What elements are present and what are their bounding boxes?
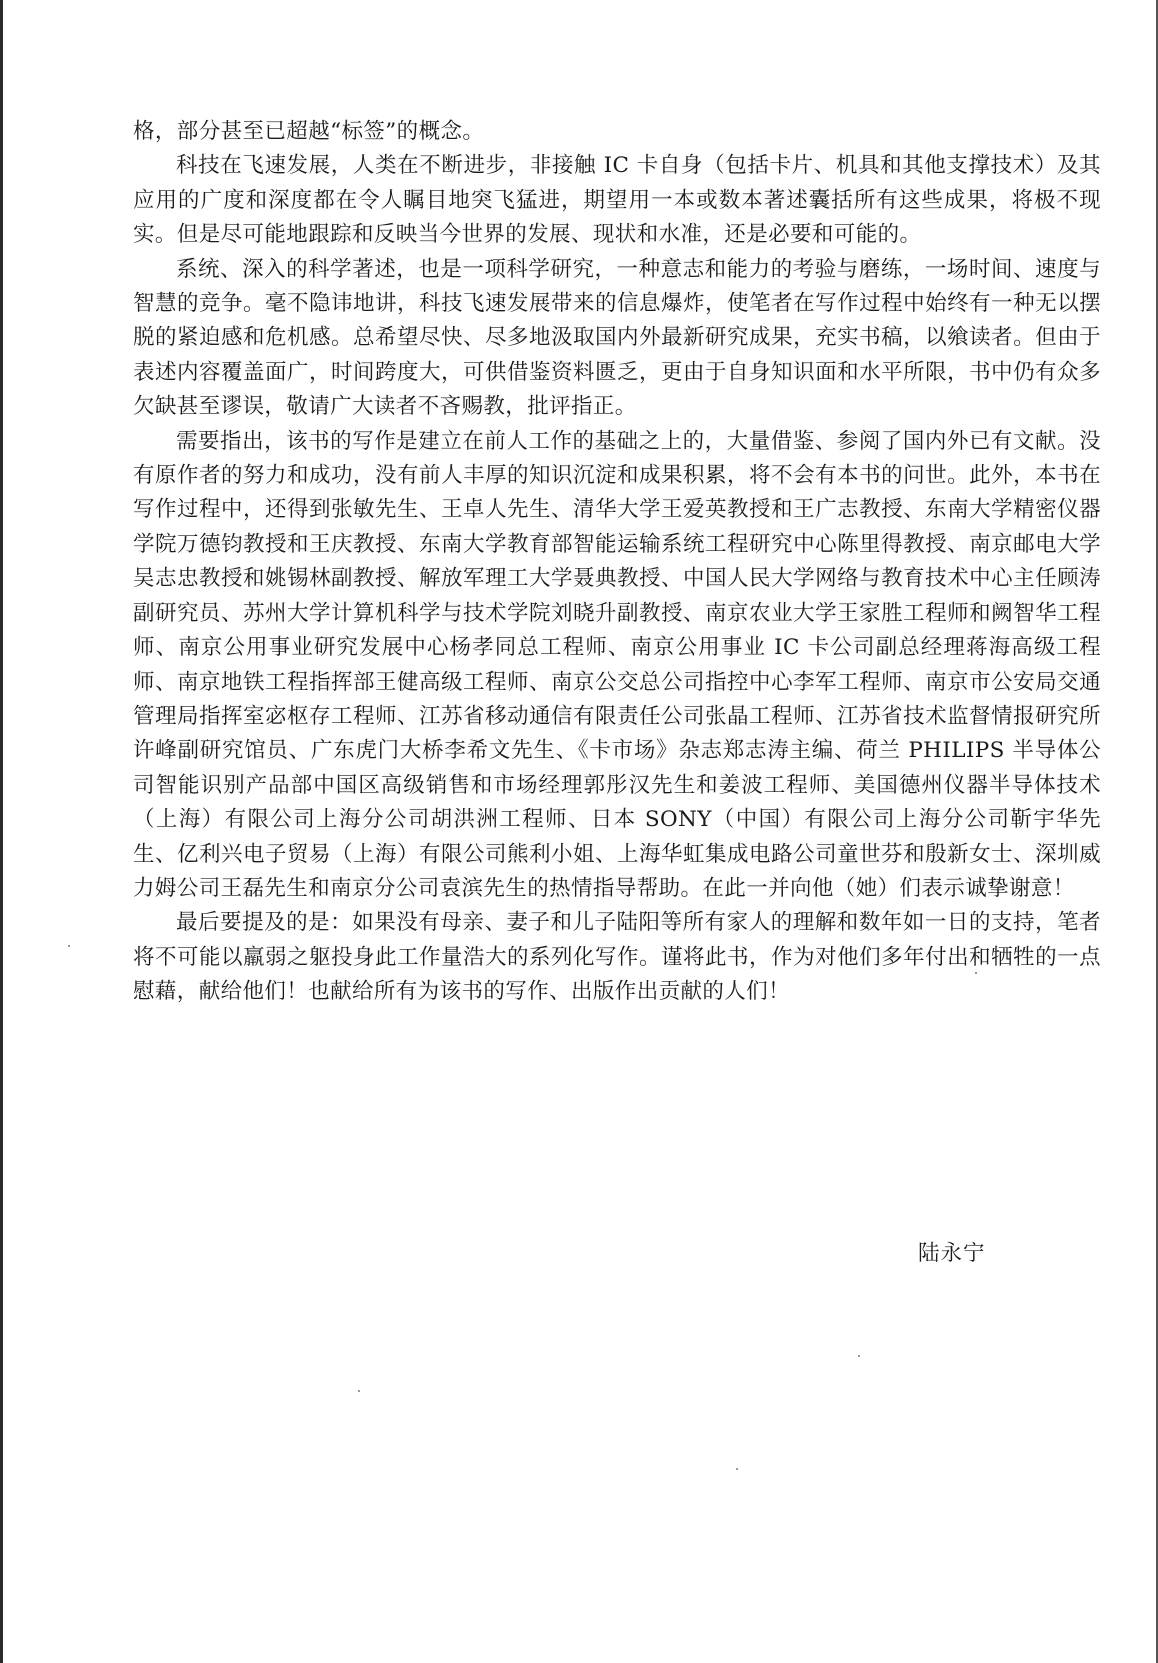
scan-speck [68,945,70,947]
scan-speck [858,1355,860,1357]
scan-border-left [0,0,3,1663]
scan-speck [975,972,977,974]
paragraph-family-thanks: 最后要提及的是：如果没有母亲、妻子和儿子陆阳等所有家人的理解和数年如一日的支持，笔者将不可能以羸弱之躯投身此工作量浩大的系列化写作。谨将此书，作为对他们多年付出和牺牲的一点慰藉，献给他们！也献给所有为该书的写作、出版作出贡献的人们！ [133,910,1101,1005]
paragraph-acknowledgements: 需要指出，该书的写作是建立在前人工作的基础之上的，大量借鉴、参阅了国内外已有文献。没有原作者的努力和成功，没有前人丰厚的知识沉淀和成果积累，将不会有本书的问世。此外，本书在写作过程中，还得到张敏先生、王卓人先生、清华大学王爱英教授和王广志教授、东南大学精密仪器学院万德钧教授和王庆教授、东南大学教育部智能运输系统工程研究中心陈里得教授、南京邮电大学吴志忠教授和姚锡林副教授、解放军理工大学聂典教授、中国人民大学网络与教育技术中心主任顾涛副研究员、苏州大学计算机科学与技术学院刘晓升副教授、南京农业大学王家胜工程师和阙智华工程师、南京公用事业研究发展中心杨孝同总工程师、南京公用事业 IC 卡公司副总经理蒋海高级工程师、南京地铁工程指挥部王健高级工程师、南京公交总公司指控中心李军工程师、南京市公安局交通管理局指挥室宓枢存工程师、江苏省移动通信有限责任公司张晶工程师、江苏省技术监督情报研究所许峰副研究馆员、广东虎门大桥李希文先生、《卡市场》杂志郑志涛主编、荷兰 PHILIPS 半导体公司智能识别产品部中国区高级销售和市场经理郭彤汉先生和姜波工程师、美国德州仪器半导体技术（上海）有限公司上海分公司胡洪洲工程师、日本 SONY（中国）有限公司上海分公司靳宇华先生、亿利兴电子贸易（上海）有限公司熊利小姐、上海华虹集成电路公司童世芬和殷新女士、深圳威力姆公司王磊先生和南京分公司袁滨先生的热情指导帮助。在此一并向他（她）们表示诚挚谢意！ [133,428,1101,901]
scan-speck [736,1468,738,1470]
preface-body [133,115,1101,1010]
author-signature: 陆永宁 [918,1241,986,1266]
scan-speck [358,1390,360,1392]
paragraph-continuation: 格，部分甚至已超越“标签”的概念。 [133,119,485,144]
paragraph-technology-progress: 科技在飞速发展，人类在不断进步，非接触 IC 卡自身（包括卡片、机具和其他支撑技术）及其应用的广度和深度都在令人瞩目地突飞猛进，期望用一本或数本著述囊括所有这些成果，将极不现实。但是尽可能地跟踪和反映当今世界的发展、现状和水准，还是必要和可能的。 [133,153,1101,248]
paragraph-scientific-writing: 系统、深入的科学著述，也是一项科学研究，一种意志和能力的考验与磨练，一场时间、速度与智慧的竞争。毫不隐讳地讲，科技飞速发展带来的信息爆炸，使笔者在写作过程中始终有一种无以摆脱的紧迫感和危机感。总希望尽快、尽多地汲取国内外最新研究成果，充实书稿，以飨读者。但由于表述内容覆盖面广，时间跨度大，可供借鉴资料匮乏，更由于自身知识面和水平所限，书中仍有众多欠缺甚至谬误，敬请广大读者不吝赐教，批评指正。 [133,256,1101,420]
